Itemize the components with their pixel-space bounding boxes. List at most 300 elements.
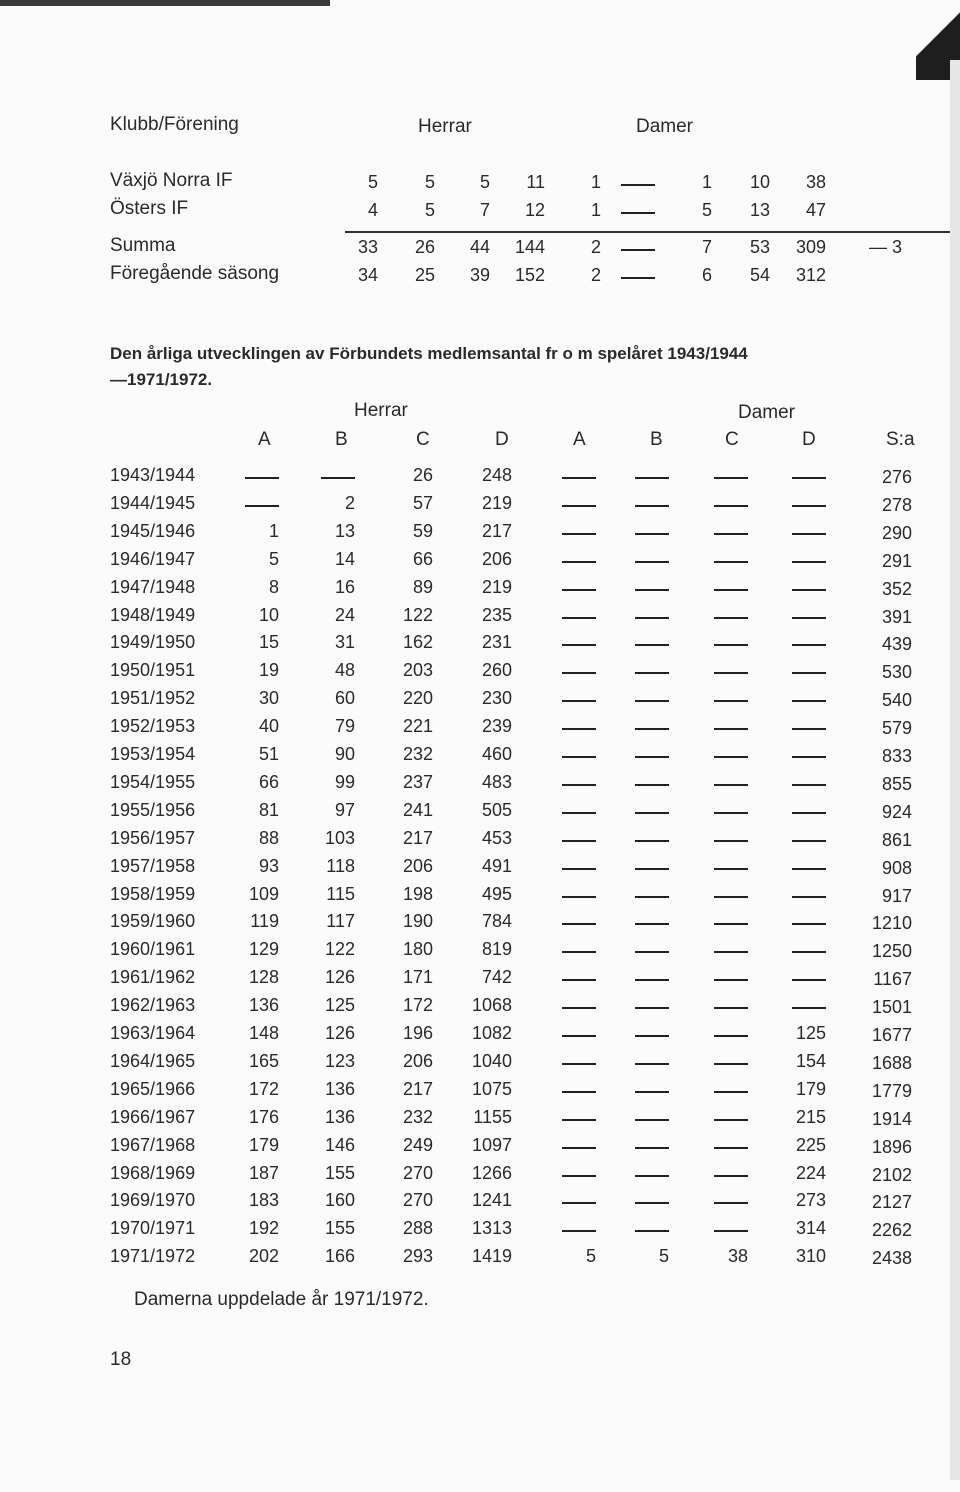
table-cell-dash [792,672,826,674]
table-cell-dash [635,979,669,981]
table-cell: 15 [258,632,279,653]
table-cell-dash [792,700,826,702]
table-cell: 59 [412,520,433,541]
table-cell-dash [245,505,279,507]
table-cell-dash [792,561,826,563]
table-cell-dash [635,505,669,507]
table-cell-dash [792,951,826,953]
table-cell: 166 [324,1246,355,1267]
table-cell-dash [562,979,596,981]
table-cell: 217 [402,1078,433,1099]
column-header: B [335,429,348,450]
table-cell: 66 [412,548,433,569]
table-cell-dash [714,700,748,702]
table-cell: 276 [881,467,912,487]
table-cell: 88 [258,827,279,848]
top-cell: 34 [357,265,378,285]
table-cell-dash [714,1007,748,1009]
top-cell: 5 [424,172,435,192]
table-cell-dash [714,840,748,842]
table-cell: 1419 [471,1246,512,1267]
top-cell: 26 [414,237,435,257]
table-cell-dash [635,672,669,674]
table-cell: 288 [402,1218,433,1239]
table-cell: 192 [248,1218,279,1239]
table-cell: 115 [326,883,355,904]
table-cell: 232 [402,1106,433,1127]
top-cell: 44 [469,237,490,257]
table-cell: 225 [795,1134,826,1155]
table-cell: 352 [881,578,912,599]
table-cell: 40 [258,716,279,737]
page-number: 18 [110,1349,132,1370]
top-cell: 152 [514,265,545,285]
table-cell: 89 [412,576,433,597]
table-cell-dash [635,1091,669,1093]
season-label: 1953/1954 [110,744,196,764]
table-cell-dash [562,840,596,842]
season-label: 1944/1945 [110,492,196,513]
column-header: S:a [886,429,915,450]
table-cell: 2438 [871,1248,912,1269]
season-label: 1950/1951 [110,660,196,681]
table-cell-dash [562,1202,596,1204]
table-cell-dash [562,561,596,563]
table-cell: 293 [402,1246,433,1267]
season-label: 1965/1966 [110,1078,196,1099]
table-cell: 38 [727,1246,748,1267]
table-cell: 117 [326,911,355,932]
table-cell-dash [714,505,748,507]
table-cell-dash [562,1175,596,1177]
table-cell: 248 [481,465,512,485]
table-cell-dash [635,1175,669,1177]
table-cell: 460 [481,744,512,764]
club-name: Östers IF [110,198,189,219]
column-header: A [258,429,271,450]
table-cell-dash [562,728,596,730]
season-label: 1961/1962 [110,967,196,988]
table-cell-dash [714,1035,748,1037]
table-cell: 66 [258,771,279,792]
top-cell: 1 [701,172,712,192]
table-cell: 125 [795,1023,826,1043]
table-cell-dash [635,1035,669,1037]
table-cell-dash [635,951,669,953]
table-cell-dash [792,533,826,535]
table-cell: 206 [402,1050,433,1071]
table-cell-dash [635,1119,669,1121]
table-cell: 249 [402,1134,433,1155]
table-cell: 5 [658,1246,669,1267]
table-cell-dash [635,812,669,814]
section-heading: Den årliga utvecklingen av Förbundets medlemsantal fr o m spelåret 1943/1944 [110,344,748,363]
table-cell-dash [714,1063,748,1065]
top-cell: 5 [367,172,378,192]
table-cell-dash [714,589,748,591]
table-cell-dash [562,951,596,953]
top-cell: 309 [795,237,826,257]
top-cell: 12 [524,200,545,220]
table-cell-dash [792,1007,826,1009]
table-cell: 1167 [873,969,912,990]
table-cell: 819 [481,939,512,960]
top-cell-dash [621,249,655,251]
table-cell: 154 [795,1050,826,1071]
table-cell-dash [714,923,748,925]
table-cell: 1914 [871,1108,912,1129]
table-cell: 742 [481,967,512,988]
table-cell-dash [635,756,669,758]
season-label: 1971/1972 [110,1246,196,1267]
table-cell: 109 [248,883,279,904]
table-cell-dash [714,1119,748,1121]
table-cell: 239 [481,716,512,737]
table-cell-dash [714,979,748,981]
top-cell: 39 [469,265,490,285]
table-cell: 1501 [871,997,912,1018]
header-herrar: Herrar [418,116,472,137]
table-cell: 155 [324,1162,355,1183]
table-cell-dash [792,728,826,730]
table-cell: 855 [881,773,912,794]
table-cell: 180 [402,939,433,960]
table-cell: 1677 [871,1025,912,1045]
table-cell: 97 [334,799,355,820]
table-cell: 122 [402,604,433,625]
table-cell-dash [635,700,669,702]
table-cell: 160 [324,1190,355,1211]
table-cell: 172 [402,995,433,1016]
table-cell: 79 [334,716,355,737]
table-cell: 5 [585,1246,596,1267]
table-cell: 1040 [471,1050,512,1071]
table-cell: 125 [324,995,355,1016]
season-label: 1955/1956 [110,799,196,820]
table-cell: 1068 [471,995,512,1016]
season-label: 1947/1948 [110,576,196,597]
table-cell-dash [792,505,826,507]
season-label: 1968/1969 [110,1162,196,1183]
table-cell: 172 [248,1078,279,1099]
sum-rule [345,231,950,233]
table-cell: 217 [481,520,512,541]
table-cell: 540 [881,690,912,711]
table-cell-dash [635,561,669,563]
table-cell-dash [792,644,826,646]
table-cell: 14 [334,548,355,569]
table-cell-dash [635,1007,669,1009]
group-herrar: Herrar [354,400,408,421]
table-cell: 579 [881,718,912,739]
club-name: Summa [110,235,176,256]
table-cell: 2 [344,492,355,513]
table-cell: 230 [481,688,512,709]
table-cell: 453 [481,827,512,848]
table-cell: 202 [248,1246,279,1267]
table-cell: 1210 [871,913,912,934]
table-cell-dash [562,1007,596,1009]
top-cell: 144 [514,237,545,257]
table-cell: 198 [402,883,433,904]
table-cell: 1075 [471,1078,512,1099]
top-cell: — 3 [868,237,902,257]
group-damer: Damer [738,402,796,423]
top-cell: 2 [590,237,601,257]
table-cell-dash [562,868,596,870]
table-cell-dash [562,533,596,535]
table-cell-dash [714,812,748,814]
table-cell-dash [714,728,748,730]
top-cell: 7 [479,200,490,220]
table-cell: 1688 [871,1052,912,1073]
season-label: 1963/1964 [110,1023,196,1043]
table-cell: 1779 [871,1080,912,1101]
column-header: C [416,429,430,450]
table-cell: 310 [795,1246,826,1267]
table-cell: 128 [248,967,279,988]
table-cell: 291 [881,550,912,571]
table-cell-dash [562,505,596,507]
table-cell-dash [714,1091,748,1093]
table-cell-dash [635,784,669,786]
table-cell: 162 [402,632,433,653]
table-cell-dash [714,1175,748,1177]
table-cell: 57 [412,492,433,513]
table-cell: 908 [881,857,912,878]
top-cell: 11 [526,172,545,192]
table-cell-dash [792,896,826,898]
table-cell: 81 [258,799,279,820]
table-cell-dash [562,644,596,646]
footnote: Damerna uppdelade år 1971/1972. [134,1289,429,1310]
page-edge [950,60,960,1480]
table-cell-dash [792,923,826,925]
top-cell: 5 [479,172,490,192]
table-cell-dash [714,868,748,870]
header-club: Klubb/Förening [110,114,239,135]
season-label: 1969/1970 [110,1190,196,1211]
season-label: 1957/1958 [110,855,196,876]
table-cell-dash [792,756,826,758]
top-cell: 33 [357,237,378,257]
table-cell-dash [714,896,748,898]
season-label: 1962/1963 [110,995,196,1016]
season-label: 1946/1947 [110,548,196,569]
table-cell: 118 [326,855,355,876]
table-cell: 1250 [871,941,912,962]
club-name: Föregående säsong [110,263,280,284]
table-cell-dash [562,923,596,925]
table-cell-dash [562,477,596,479]
table-cell: 126 [324,1023,355,1043]
top-cell-dash [621,184,655,186]
table-cell: 8 [268,576,279,597]
table-cell: 1097 [471,1134,512,1155]
club-name: Växjö Norra IF [110,170,233,191]
table-cell: 190 [402,911,433,932]
table-cell: 48 [334,660,355,681]
table-cell-dash [792,812,826,814]
top-cell-dash [621,277,655,279]
season-label: 1948/1949 [110,604,196,625]
table-cell: 439 [881,634,912,655]
table-cell: 179 [248,1134,279,1155]
season-label: 1958/1959 [110,883,196,904]
table-cell: 187 [248,1162,279,1183]
table-cell-dash [635,1202,669,1204]
table-cell-dash [792,477,826,479]
table-cell-dash [714,533,748,535]
table-cell: 2102 [871,1164,912,1185]
table-cell: 917 [881,885,912,906]
table-cell: 103 [324,827,355,848]
season-label: 1951/1952 [110,688,196,709]
table-cell: 270 [402,1190,433,1211]
table-cell-dash [562,1063,596,1065]
table-cell: 235 [481,604,512,625]
season-label: 1966/1967 [110,1106,196,1127]
table-cell: 90 [334,744,355,764]
top-cell: 25 [414,265,435,285]
column-header: D [802,429,816,450]
table-cell-dash [792,589,826,591]
table-cell-dash [635,868,669,870]
table-cell: 136 [248,995,279,1016]
table-cell-dash [714,1230,748,1232]
table-cell: 123 [324,1050,355,1071]
season-label: 1967/1968 [110,1134,196,1155]
table-cell: 206 [481,548,512,569]
table-cell: 391 [881,606,912,627]
table-cell-dash [635,840,669,842]
table-cell-dash [562,1035,596,1037]
top-cell: 2 [590,265,601,285]
table-cell: 219 [481,576,512,597]
top-border-line [0,0,330,6]
table-cell-dash [714,1147,748,1149]
table-cell-dash [562,784,596,786]
table-cell: 122 [324,939,355,960]
table-cell: 24 [334,604,355,625]
season-label: 1945/1946 [110,520,196,541]
table-cell-dash [562,1147,596,1149]
table-cell: 171 [402,967,433,988]
table-cell-dash [635,589,669,591]
column-header: D [495,429,509,450]
table-cell-dash [714,644,748,646]
table-cell: 833 [881,746,912,766]
table-cell-dash [321,477,355,479]
season-label: 1960/1961 [110,939,196,960]
table-cell: 51 [258,744,279,764]
table-cell: 530 [881,662,912,683]
table-cell: 217 [402,827,433,848]
top-cell: 10 [749,172,770,192]
table-cell: 290 [881,522,912,543]
season-label: 1956/1957 [110,827,196,848]
top-cell-dash [621,212,655,214]
top-cell: 5 [424,200,435,220]
table-cell-dash [635,896,669,898]
table-cell: 136 [324,1078,355,1099]
table-cell: 183 [248,1190,279,1211]
top-cell: 38 [805,172,826,192]
column-header: B [650,429,663,450]
table-cell-dash [562,700,596,702]
top-cell: 53 [749,237,770,257]
table-cell-dash [792,979,826,981]
table-cell-dash [714,784,748,786]
table-cell: 861 [881,829,912,850]
table-cell: 221 [402,716,433,737]
table-cell: 179 [795,1078,826,1099]
table-cell-dash [562,812,596,814]
table-cell: 2262 [871,1220,912,1241]
table-cell-dash [714,756,748,758]
table-cell-dash [635,617,669,619]
table-cell: 224 [795,1162,826,1183]
table-cell: 203 [402,660,433,681]
top-cell: 312 [795,265,826,285]
table-cell-dash [792,617,826,619]
table-cell: 237 [402,771,433,792]
table-cell-dash [714,617,748,619]
table-cell: 165 [248,1050,279,1071]
table-cell-dash [635,923,669,925]
table-cell: 314 [795,1218,826,1239]
top-cell: 13 [749,200,770,220]
season-label: 1954/1955 [110,771,196,792]
top-cell: 6 [701,265,712,285]
table-cell: 231 [481,632,512,653]
season-label: 1949/1950 [110,632,196,653]
table-cell-dash [562,1091,596,1093]
table-cell-dash [635,1147,669,1149]
table-cell: 495 [481,883,512,904]
table-cell-dash [792,784,826,786]
table-cell: 241 [402,799,433,820]
table-cell: 1155 [473,1106,512,1127]
top-cell: 1 [590,200,601,220]
table-cell: 31 [334,632,355,653]
table-cell: 273 [795,1190,826,1211]
table-cell: 260 [481,660,512,681]
table-cell: 93 [258,855,279,876]
table-cell-dash [562,672,596,674]
table-cell: 232 [402,744,433,764]
top-cell: 54 [749,265,770,285]
table-cell-dash [562,756,596,758]
season-label: 1959/1960 [110,911,196,932]
table-cell-dash [562,589,596,591]
table-cell: 270 [402,1162,433,1183]
table-cell-dash [714,477,748,479]
section-heading-cont: —1971/1972. [110,370,213,389]
table-cell: 1082 [471,1023,512,1043]
table-cell: 196 [402,1023,433,1043]
season-label: 1970/1971 [110,1218,196,1239]
top-cell: 7 [701,237,712,257]
table-cell: 16 [334,576,355,597]
table-cell-dash [245,477,279,479]
table-cell-dash [635,533,669,535]
table-cell: 10 [258,604,279,625]
table-cell: 1241 [471,1190,512,1211]
table-cell-dash [714,561,748,563]
table-cell: 1313 [471,1218,512,1239]
table-cell: 924 [881,801,912,822]
